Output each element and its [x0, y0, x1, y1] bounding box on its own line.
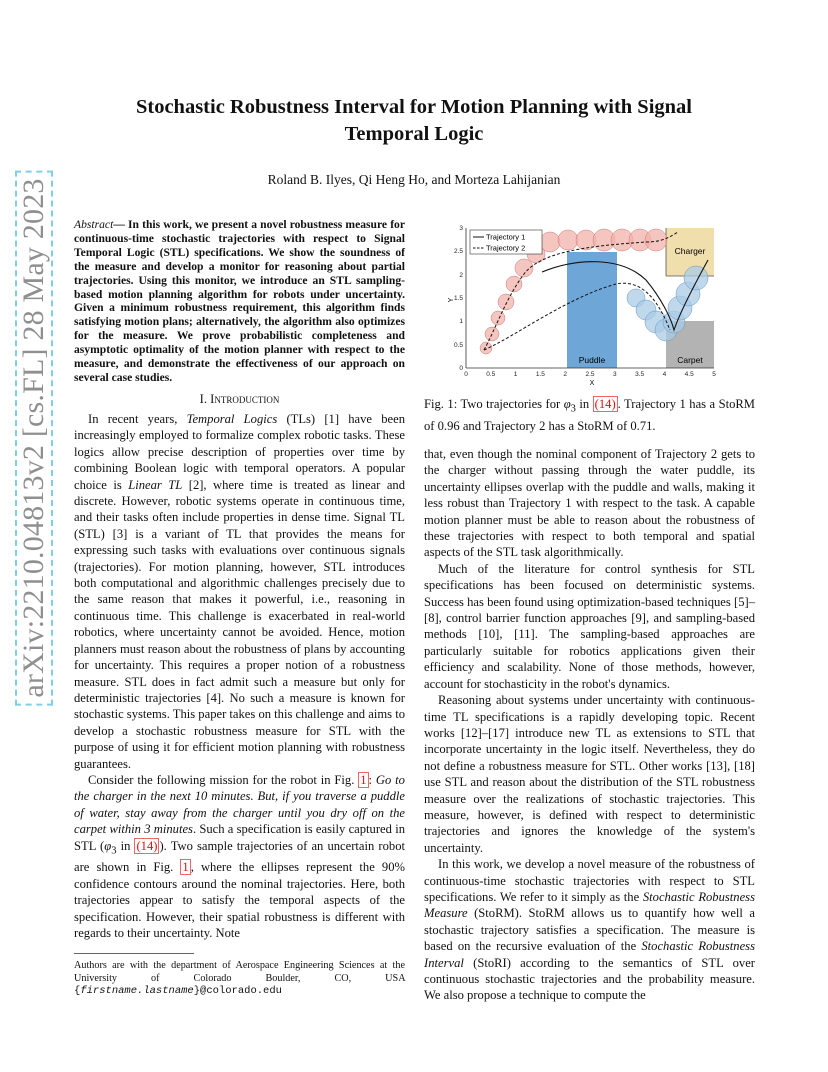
figure-1 [446, 218, 722, 392]
x-tick-label: 2 [563, 371, 568, 378]
figure-ref-link[interactable]: 1 [360, 772, 367, 787]
x-axis-label: X [589, 380, 595, 387]
x-tick-labels [464, 371, 716, 378]
term-stori: Stochastic Robustness Interval [424, 939, 755, 970]
term-linear-tl: Linear TL [128, 477, 183, 492]
text-run: (StoRI) according to the semantics of STL over continuous stochastic trajectories and the probability measure. We also propose a technique to compute the [424, 955, 755, 1003]
phi-symbol: φ [563, 397, 571, 411]
authors: Roland B. Ilyes, Qi Heng Ho, and Morteza Lahijanian [267, 172, 561, 187]
phi-subscript: 3 [111, 845, 117, 857]
text-run: ). Two sample trajectories of an uncertain robot are shown in Fig. [74, 838, 405, 875]
text-run: , where the ellipses represent the 90% confidence contours around the nominal trajectories. Here, both trajectories appear to satisfy the temporal aspects of the specification. However, their spatial robustness is different with regards to their uncertainty. Note [74, 860, 405, 941]
legend-label-2: Trajectory 2 [486, 243, 526, 253]
mission-text: Go to the charger in the next 10 minutes. But, if you traverse a puddle of water, stay away from the charger until you dry off on the carpet within 3 minutes [74, 772, 405, 837]
y-tick-labels [454, 225, 463, 372]
term-temporal-logics: Temporal Logics [186, 412, 278, 426]
text-run: (TLs) [1] have been increasingly employed to formalize complex robotic tasks. These logics allow precise description of properties over time by combining Boolean logic with temporal operators. A popular choice is [74, 412, 405, 492]
text-run: Fig. 1: Two trajectories for [424, 397, 564, 411]
puddle-label: Puddle [578, 355, 606, 365]
x-tick-label: 5 [712, 371, 716, 378]
text-run: [2], where time is treated as linear and discrete. However, robotic systems operate in continuous time, and their tasks often include properties in dense time. Signal TL (STL) [3] is a variant of TL that provides the means for expressing such tasks with evaluations over continuous signals (trajectories). For motion planning, however, STL introduces both computational and algorithmic challenges precisely due to the same reason that makes it powerful, i.e., reasoning in continuous time. This challenge is exacerbated in real-world robotics, where uncertainty cannot be avoided. Hence, motion planners must reason about the robustness of plans by accounting for uncertainty. This requires a proper notion of a robustness measure. STL does in fact admit such a measure but only for deterministic trajectories [4]. No such a measure is known for stochastic systems. This paper takes on this challenge and aims to develop a stochastic robustness measure for STL with the purpose of using it for efficient motion planning with robustness guarantees. [74, 477, 406, 771]
y-axis-label: Y [448, 297, 455, 303]
figure-ref-link[interactable]: 1 [182, 860, 189, 875]
text-run: In recent years, [88, 412, 187, 426]
figure-caption [424, 396, 755, 434]
arxiv-watermark [0, 0, 60, 1072]
x-tick-label: 1 [513, 371, 518, 378]
x-tick-label: 0.5 [486, 371, 496, 378]
x-tick-label: 4.5 [684, 371, 694, 378]
footnote-rule [74, 953, 194, 954]
right-paragraph-2: Much of the literature for control synthesis for STL specifications has been focused on deterministic systems. Success has been found using optimization-based techniques [5]–[8], control barrier function approaches [9], and sampling-based methods [10], [11]. The sampling-based approaches are particularly suitable for robotics applications given their efficiency and scalability. None of those methods, however, account for stochasticity in the robot's dynamics. [424, 561, 755, 691]
section-heading [74, 392, 405, 407]
text-run: in [575, 397, 593, 411]
x-tick-label: 0 [464, 371, 468, 378]
legend [470, 230, 542, 254]
right-column [424, 446, 755, 1004]
text-run: { [74, 985, 81, 997]
title-line-1: Stochastic Robustness Interval for Motion Planning with Signal [135, 96, 693, 118]
x-tick-label: 1.5 [535, 371, 545, 378]
x-tick-label: 4 [662, 371, 667, 378]
uncertainty-ellipse [498, 294, 514, 310]
y-tick-label: 2.5 [453, 248, 463, 255]
section-title: Introduction [210, 392, 280, 406]
term-storm: Stochastic Robustness Measure [424, 889, 755, 921]
arxiv-id[interactable]: arXiv:2210.04813v2 [cs.FL] 28 May 2023 [15, 170, 53, 705]
phi-subscript: 3 [570, 403, 576, 415]
equation-ref-link[interactable]: (14) [136, 838, 158, 853]
text-run: Consider the following mission for the robot in Fig. [88, 772, 359, 787]
y-tick-label: 0.5 [453, 342, 463, 349]
uncertainty-ellipse [645, 229, 667, 251]
intro-column [74, 411, 405, 942]
footnote-email [74, 985, 282, 997]
uncertainty-ellipse [540, 232, 560, 252]
text-run: (StoRM). StoRM allows us to quantify how well a stochastic trajectory satisfies a specification. The measure is based on the recursive evaluation of the [424, 906, 755, 954]
y-tick-label: 3 [459, 225, 463, 232]
x-tick-label: 2.5 [585, 371, 595, 378]
equation-ref-link[interactable]: (14) [594, 397, 616, 411]
right-paragraph-4 [424, 856, 755, 1004]
abstract [74, 218, 405, 385]
footnote [74, 960, 405, 998]
intro-paragraph-1 [74, 411, 405, 772]
x-tick-label: 3 [612, 371, 617, 378]
uncertainty-ellipse [558, 230, 578, 250]
y-tick-label: 2 [459, 272, 463, 279]
y-tick-label: 1 [459, 318, 463, 325]
abstract-lead: Abstract [74, 218, 114, 231]
uncertainty-ellipse [684, 266, 708, 290]
abstract-dash: — [113, 218, 125, 231]
intro-paragraph-2 [74, 772, 405, 942]
y-tick-label: 1.5 [453, 295, 463, 302]
text-run: . Trajectory 1 has a StoRM of 0.96 and Trajectory 2 has a StoRM of 0.71. [424, 397, 756, 433]
abstract-text: In this work, we present a novel robustness measure for continuous-time stochastic trajectories with respect to Signal Temporal Logic (STL) specifications. We show the soundness of the measure and develop a monitor for reasoning about partial trajectories. Using this monitor, we introduce an STL sampling-based motion planning algorithm for robots under uncertainty. Given a minimum robustness requirement, this algorithm finds satisfying motion plans; alternatively, the algorithm also optimizes for the measure. We prove probabilistic completeness and asymptotic optimality of the motion planner with respect to the measure, and demonstrate the effectiveness of our approach on several case studies. [74, 218, 405, 384]
uncertainty-ellipse [491, 311, 505, 325]
phi-symbol: φ [104, 838, 112, 853]
title-line-2: Temporal Logic [344, 123, 484, 145]
uncertainty-ellipse [480, 342, 492, 354]
paper-title [90, 94, 738, 148]
carpet-label: Carpet [677, 355, 703, 365]
right-paragraph-1: that, even though the nominal component of Trajectory 2 gets to the charger without passing through the water puddle, its uncertainty ellipses overlap with the puddle and walls, making it less robust than Trajectory 1 with respect to the task. A capable motion planner must be able to reason about the robustness of these trajectories with respect to both temporal and spatial aspects of the STL task algorithmically. [424, 447, 755, 560]
text-run: }@colorado.edu [193, 985, 282, 997]
footnote-text: Authors are with the department of Aerospace Engineering Sciences at the University of Colorado Boulder, CO, USA [74, 960, 405, 984]
puddle-region [567, 252, 617, 368]
text-run: : [368, 772, 376, 787]
charger-label: Charger [674, 246, 706, 256]
y-tick-label: 0 [459, 365, 463, 372]
legend-label-1: Trajectory 1 [486, 232, 526, 242]
section-number: I. [199, 392, 207, 406]
text-run: . Such a specification is easily captured in STL ( [74, 822, 405, 853]
email-name: firstname.lastname [80, 985, 194, 997]
x-tick-label: 3.5 [635, 371, 645, 378]
text-run: In this work, we develop a novel measure of the robustness of continuous-time stochastic trajectories with respect to STL specifications. We refer to it simply as the [424, 857, 755, 904]
right-paragraph-3: Reasoning about systems under uncertainty with continuous-time TL specifications is a rapidly developing topic. Recent works [12]–[17] introduce new TL as extensions to STL that incorporate uncertainty in the logic itself. Nevertheless, they do not define a robustness measure for STL. Other works [13], [18] use STL and reason about the distribution of the STL robustness measure over the realizations of stochastic trajectories. This measure, however, is defined with respect to deterministic trajectories and ignores the knowledge of the system's uncertainty. [424, 693, 755, 855]
text-run: in [116, 838, 135, 853]
